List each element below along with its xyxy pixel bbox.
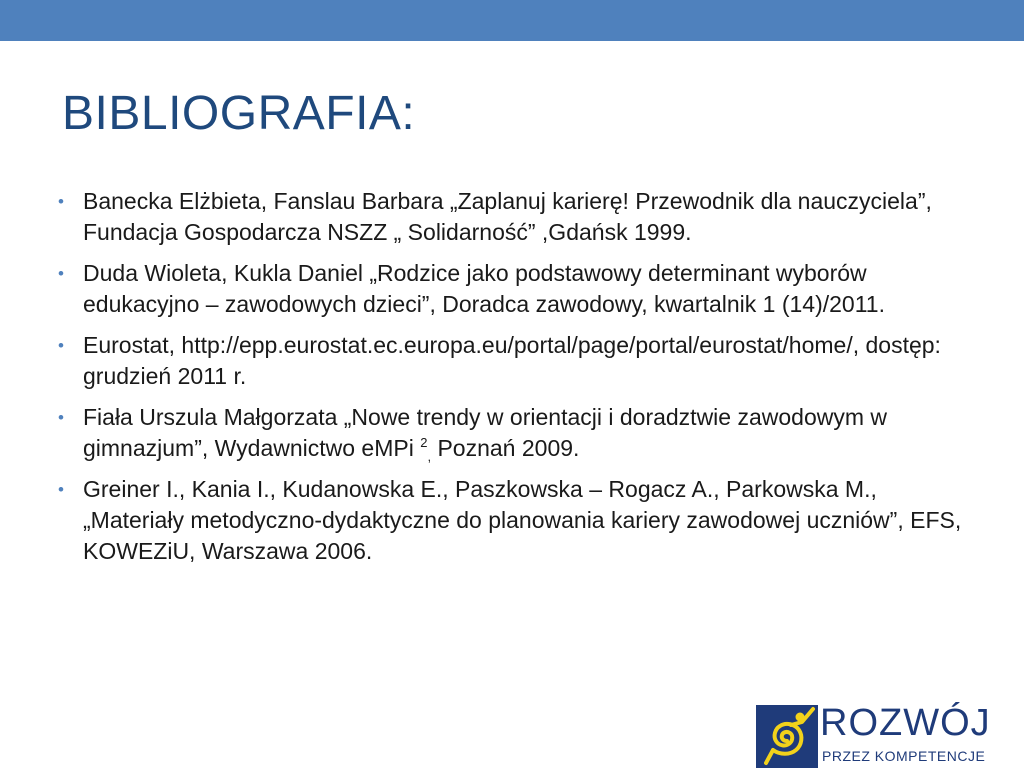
bullet-icon: • [58,480,64,499]
bibliography-text: Eurostat, http://epp.eurostat.ec.europa.eu/portal/page/portal/eurostat/home/, dostęp: grudzień 2011 r. [83,332,941,389]
rozwoj-logo [756,702,1024,768]
bullet-icon: • [58,264,64,283]
bibliography-item [58,186,963,248]
bibliography-item [58,402,963,464]
bibliography-item [58,258,963,320]
subscript-mark: , [427,449,432,464]
bibliography-text: Poznań 2009. [431,435,580,461]
spiral-figure-icon [756,705,818,768]
logo-wordmark: ROZWÓJ [820,702,991,744]
bibliography-list [58,186,963,577]
bibliography-text: Duda Wioleta, Kukla Daniel „Rodzice jako podstawowy determinant wyborów edukacyjno – zawodowych dzieci”, Doradca zawodowy, kwartalnik 1 (14)/2011. [83,260,885,317]
logo-tagline: PRZEZ KOMPETENCJE [822,748,986,764]
bullet-icon: • [58,408,64,427]
bibliography-item [58,330,963,392]
bibliography-text: Fiała Urszula Małgorzata „Nowe trendy w orientacji i doradztwie zawodowym w gimnazjum”, Wydawnictwo eMPi [83,404,888,461]
slide-title: BIBLIOGRAFIA: [62,87,416,140]
bullet-icon: • [58,336,64,355]
bullet-icon: • [58,192,64,211]
bibliography-text: Greiner I., Kania I., Kudanowska E., Paszkowska – Rogacz A., Parkowska M., „Materiały metodyczno-dydaktyczne do planowania kariery zawodowej uczniów”, EFS, KOWEZiU, Warszawa 2006. [83,476,962,564]
bibliography-text: Banecka Elżbieta, Fanslau Barbara „Zaplanuj karierę! Przewodnik dla nauczyciela”, Fundacja Gospodarcza NSZZ „ Solidarność” ,Gdańsk 1999. [83,188,932,245]
bibliography-item [58,474,963,567]
top-accent-bar [0,0,1024,41]
superscript-mark: 2 [420,435,428,450]
